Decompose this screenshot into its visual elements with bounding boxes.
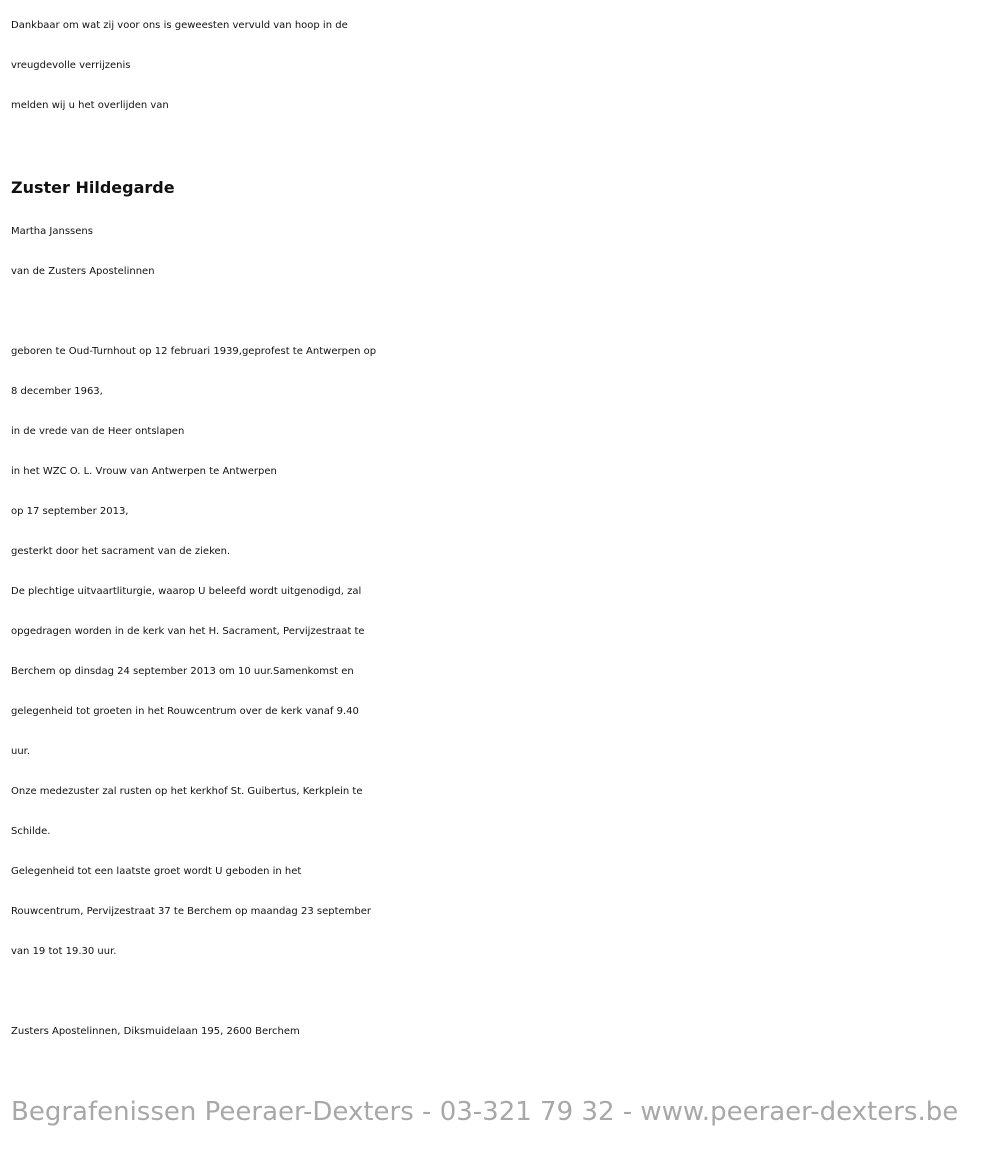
funeral-line-1: De plechtige uitvaartliturgie, waarop U beleefd wordt uitgenodigd, zal <box>11 586 362 597</box>
intro-line-2: vreugdevolle verrijzenis <box>11 60 131 71</box>
details-line-1: geboren te Oud-Turnhout op 12 februari 1939,geprofest te Antwerpen op <box>11 346 377 357</box>
funeral-home-footer: Begrafenissen Peeraer-Dexters - 03-321 79 32 - www.peeraer-dexters.be <box>11 1097 959 1127</box>
funeral-line-6: Onze medezuster zal rusten op het kerkhof St. Guibertus, Kerkplein te <box>11 786 363 797</box>
funeral-line-4: gelegenheid tot groeten in het Rouwcentrum over de kerk vanaf 9.40 <box>11 706 359 717</box>
details-line-4: in het WZC O. L. Vrouw van Antwerpen te Antwerpen <box>11 466 277 477</box>
deceased-title-name: Zuster Hildegarde <box>11 178 175 197</box>
funeral-line-9: Rouwcentrum, Pervijzestraat 37 te Berchem op maandag 23 september <box>11 906 371 917</box>
spacer <box>11 292 996 332</box>
congregation-address: Zusters Apostelinnen, Diksmuidelaan 195, 2600 Berchem <box>11 1026 300 1037</box>
funeral-line-5: uur. <box>11 746 31 757</box>
details-line-5: op 17 september 2013, <box>11 506 129 517</box>
spacer <box>11 972 996 1012</box>
intro-line-1: Dankbaar om wat zij voor ons is geweesten vervuld van hoop in de <box>11 20 348 31</box>
deceased-civil-name: Martha Janssens <box>11 226 93 237</box>
funeral-line-8: Gelegenheid tot een laatste groet wordt U geboden in het <box>11 866 302 877</box>
deceased-congregation: van de Zusters Apostelinnen <box>11 266 155 277</box>
details-line-6: gesterkt door het sacrament van de zieken. <box>11 546 231 557</box>
funeral-line-7: Schilde. <box>11 826 51 837</box>
details-line-3: in de vrede van de Heer ontslapen <box>11 426 185 437</box>
funeral-line-10: van 19 tot 19.30 uur. <box>11 946 117 957</box>
funeral-line-3: Berchem op dinsdag 24 september 2013 om 10 uur.Samenkomst en <box>11 666 354 677</box>
intro-section <box>11 6 996 126</box>
funeral-line-2: opgedragen worden in de kerk van het H. Sacrament, Pervijzestraat te <box>11 626 365 637</box>
details-section <box>11 332 996 572</box>
funeral-section <box>11 572 996 972</box>
intro-line-3: melden wij u het overlijden van <box>11 100 169 111</box>
obituary-notice <box>11 6 996 1052</box>
details-line-2: 8 december 1963, <box>11 386 103 397</box>
